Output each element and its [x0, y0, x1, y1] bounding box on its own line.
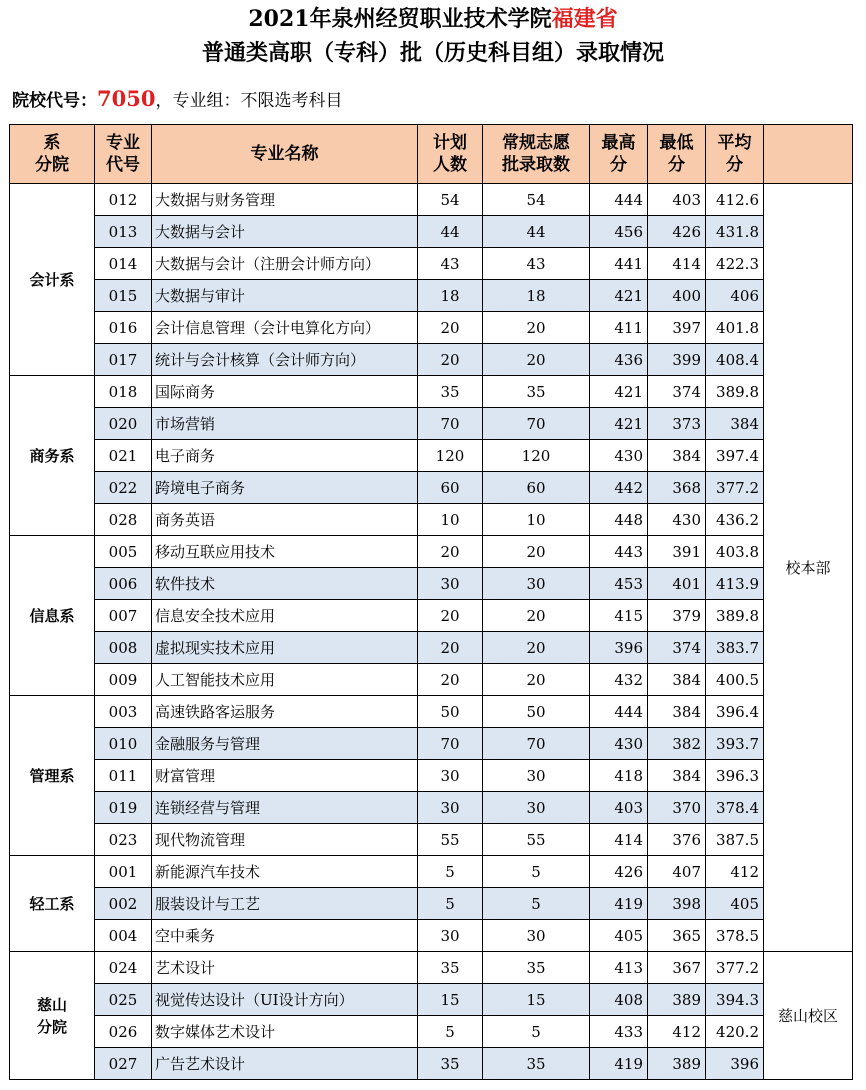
avg-score-cell: 401.8 — [706, 312, 764, 344]
major-code-cell: 019 — [95, 792, 152, 824]
major-name-cell: 会计信息管理（会计电算化方向） — [152, 312, 418, 344]
major-code-cell: 002 — [95, 888, 152, 920]
min-score-cell: 389 — [648, 1048, 706, 1080]
admit-count-cell: 18 — [483, 280, 590, 312]
table-row — [10, 760, 853, 792]
major-code-cell: 011 — [95, 760, 152, 792]
avg-score-cell: 377.2 — [706, 952, 764, 984]
min-score-cell: 379 — [648, 600, 706, 632]
header-max: 最高 分 — [590, 125, 648, 184]
major-name-cell: 现代物流管理 — [152, 824, 418, 856]
major-code-cell: 025 — [95, 984, 152, 1016]
max-score-cell: 442 — [590, 472, 648, 504]
admit-count-cell: 30 — [483, 760, 590, 792]
admit-count-cell: 44 — [483, 216, 590, 248]
table-row — [10, 1048, 853, 1080]
header-min: 最低 分 — [648, 125, 706, 184]
plan-count-cell: 5 — [418, 856, 483, 888]
max-score-cell: 421 — [590, 376, 648, 408]
avg-score-cell: 436.2 — [706, 504, 764, 536]
table-row — [10, 376, 853, 408]
admit-count-cell: 15 — [483, 984, 590, 1016]
major-code-cell: 005 — [95, 536, 152, 568]
major-code-cell: 021 — [95, 440, 152, 472]
min-score-cell: 370 — [648, 792, 706, 824]
max-score-cell: 426 — [590, 856, 648, 888]
plan-count-cell: 20 — [418, 600, 483, 632]
major-code-cell: 014 — [95, 248, 152, 280]
min-score-cell: 368 — [648, 472, 706, 504]
admit-count-cell: 20 — [483, 344, 590, 376]
major-name-cell: 市场营销 — [152, 408, 418, 440]
admit-count-cell: 20 — [483, 632, 590, 664]
min-score-cell: 414 — [648, 248, 706, 280]
table-row — [10, 568, 853, 600]
plan-count-cell: 30 — [418, 792, 483, 824]
major-name-cell: 人工智能技术应用 — [152, 664, 418, 696]
max-score-cell: 414 — [590, 824, 648, 856]
plan-count-cell: 15 — [418, 984, 483, 1016]
min-score-cell: 374 — [648, 376, 706, 408]
max-score-cell: 456 — [590, 216, 648, 248]
major-name-cell: 高速铁路客运服务 — [152, 696, 418, 728]
max-score-cell: 421 — [590, 280, 648, 312]
table-row — [10, 984, 853, 1016]
plan-count-cell: 30 — [418, 760, 483, 792]
major-code-cell: 003 — [95, 696, 152, 728]
major-code-cell: 001 — [95, 856, 152, 888]
admit-count-cell: 5 — [483, 856, 590, 888]
school-code-label: 院校代号： — [12, 91, 97, 111]
plan-count-cell: 5 — [418, 1016, 483, 1048]
title-province: 福建省 — [551, 6, 618, 32]
avg-score-cell: 408.4 — [706, 344, 764, 376]
major-code-cell: 013 — [95, 216, 152, 248]
major-code-cell: 006 — [95, 568, 152, 600]
avg-score-cell: 396.4 — [706, 696, 764, 728]
table-row — [10, 248, 853, 280]
major-name-cell: 商务英语 — [152, 504, 418, 536]
header-campus — [764, 125, 853, 184]
major-code-cell: 018 — [95, 376, 152, 408]
plan-count-cell: 18 — [418, 280, 483, 312]
dept-cell: 商务系 — [10, 376, 95, 536]
max-score-cell: 443 — [590, 536, 648, 568]
major-name-cell: 国际商务 — [152, 376, 418, 408]
header-name: 专业名称 — [152, 125, 418, 184]
major-name-cell: 大数据与会计（注册会计师方向） — [152, 248, 418, 280]
major-name-cell: 视觉传达设计（UI设计方向） — [152, 984, 418, 1016]
admit-count-cell: 20 — [483, 536, 590, 568]
admit-count-cell: 70 — [483, 408, 590, 440]
major-name-cell: 软件技术 — [152, 568, 418, 600]
header-plan: 计划 人数 — [418, 125, 483, 184]
avg-score-cell: 384 — [706, 408, 764, 440]
page-title-line1 — [0, 4, 866, 34]
major-code-cell: 012 — [95, 184, 152, 216]
admit-count-cell: 35 — [483, 376, 590, 408]
major-code-cell: 027 — [95, 1048, 152, 1080]
table-row — [10, 632, 853, 664]
min-score-cell: 398 — [648, 888, 706, 920]
plan-count-cell: 35 — [418, 376, 483, 408]
major-code-cell: 017 — [95, 344, 152, 376]
table-row — [10, 888, 853, 920]
max-score-cell: 418 — [590, 760, 648, 792]
min-score-cell: 365 — [648, 920, 706, 952]
dept-cell: 信息系 — [10, 536, 95, 696]
major-name-cell: 信息安全技术应用 — [152, 600, 418, 632]
avg-score-cell: 389.8 — [706, 600, 764, 632]
min-score-cell: 384 — [648, 664, 706, 696]
table-row — [10, 440, 853, 472]
major-name-cell: 移动互联应用技术 — [152, 536, 418, 568]
avg-score-cell: 431.8 — [706, 216, 764, 248]
table-row — [10, 920, 853, 952]
plan-count-cell: 60 — [418, 472, 483, 504]
major-name-cell: 跨境电子商务 — [152, 472, 418, 504]
table-row — [10, 792, 853, 824]
plan-count-cell: 30 — [418, 568, 483, 600]
admit-count-cell: 35 — [483, 1048, 590, 1080]
max-score-cell: 448 — [590, 504, 648, 536]
table-row — [10, 504, 853, 536]
table-header-row — [10, 125, 853, 184]
group-text: ，专业组：不限选考科目 — [155, 91, 343, 111]
major-name-cell: 连锁经营与管理 — [152, 792, 418, 824]
major-name-cell: 虚拟现实技术应用 — [152, 632, 418, 664]
max-score-cell: 403 — [590, 792, 648, 824]
avg-score-cell: 412.6 — [706, 184, 764, 216]
avg-score-cell: 377.2 — [706, 472, 764, 504]
major-code-cell: 028 — [95, 504, 152, 536]
max-score-cell: 405 — [590, 920, 648, 952]
admit-count-cell: 20 — [483, 600, 590, 632]
max-score-cell: 411 — [590, 312, 648, 344]
header-code: 专业 代号 — [95, 125, 152, 184]
plan-count-cell: 50 — [418, 696, 483, 728]
min-score-cell: 374 — [648, 632, 706, 664]
min-score-cell: 384 — [648, 440, 706, 472]
dept-cell: 慈山 分院 — [10, 952, 95, 1080]
min-score-cell: 407 — [648, 856, 706, 888]
admit-count-cell: 55 — [483, 824, 590, 856]
major-name-cell: 数字媒体艺术设计 — [152, 1016, 418, 1048]
table-row — [10, 952, 853, 984]
table-row — [10, 1016, 853, 1048]
header-avg: 平均 分 — [706, 125, 764, 184]
major-code-cell: 016 — [95, 312, 152, 344]
plan-count-cell: 10 — [418, 504, 483, 536]
major-code-cell: 010 — [95, 728, 152, 760]
avg-score-cell: 394.3 — [706, 984, 764, 1016]
avg-score-cell: 420.2 — [706, 1016, 764, 1048]
admit-count-cell: 43 — [483, 248, 590, 280]
max-score-cell: 430 — [590, 440, 648, 472]
avg-score-cell: 405 — [706, 888, 764, 920]
admit-count-cell: 54 — [483, 184, 590, 216]
min-score-cell: 430 — [648, 504, 706, 536]
major-name-cell: 电子商务 — [152, 440, 418, 472]
max-score-cell: 430 — [590, 728, 648, 760]
table-row — [10, 280, 853, 312]
admit-count-cell: 60 — [483, 472, 590, 504]
major-name-cell: 广告艺术设计 — [152, 1048, 418, 1080]
admit-count-cell: 20 — [483, 312, 590, 344]
max-score-cell: 419 — [590, 888, 648, 920]
admit-count-cell: 120 — [483, 440, 590, 472]
major-code-cell: 008 — [95, 632, 152, 664]
admit-count-cell: 30 — [483, 568, 590, 600]
avg-score-cell: 400.5 — [706, 664, 764, 696]
table-row — [10, 312, 853, 344]
table-row — [10, 664, 853, 696]
page-title-line2: 普通类高职（专科）批（历史科目组）录取情况 — [201, 40, 664, 66]
max-score-cell: 396 — [590, 632, 648, 664]
plan-count-cell: 55 — [418, 824, 483, 856]
campus-cell: 校本部 — [764, 184, 853, 952]
avg-score-cell: 403.8 — [706, 536, 764, 568]
admit-count-cell: 5 — [483, 888, 590, 920]
school-code-line — [12, 86, 342, 114]
plan-count-cell: 70 — [418, 408, 483, 440]
plan-count-cell: 30 — [418, 920, 483, 952]
major-code-cell: 026 — [95, 1016, 152, 1048]
min-score-cell: 400 — [648, 280, 706, 312]
major-code-cell: 023 — [95, 824, 152, 856]
table-row — [10, 472, 853, 504]
admit-count-cell: 30 — [483, 792, 590, 824]
admission-table — [9, 124, 853, 1080]
dept-cell: 会计系 — [10, 184, 95, 376]
title-school: 2021年泉州经贸职业技术学院 — [248, 6, 552, 32]
avg-score-cell: 396 — [706, 1048, 764, 1080]
major-name-cell: 艺术设计 — [152, 952, 418, 984]
major-code-cell: 020 — [95, 408, 152, 440]
plan-count-cell: 44 — [418, 216, 483, 248]
major-name-cell: 空中乘务 — [152, 920, 418, 952]
major-code-cell: 009 — [95, 664, 152, 696]
header-admit: 常规志愿 批录取数 — [483, 125, 590, 184]
plan-count-cell: 20 — [418, 312, 483, 344]
max-score-cell: 453 — [590, 568, 648, 600]
plan-count-cell: 120 — [418, 440, 483, 472]
table-row — [10, 728, 853, 760]
table-row — [10, 216, 853, 248]
table-row — [10, 536, 853, 568]
major-name-cell: 大数据与会计 — [152, 216, 418, 248]
min-score-cell: 367 — [648, 952, 706, 984]
min-score-cell: 399 — [648, 344, 706, 376]
min-score-cell: 403 — [648, 184, 706, 216]
avg-score-cell: 412 — [706, 856, 764, 888]
plan-count-cell: 35 — [418, 1048, 483, 1080]
major-name-cell: 大数据与财务管理 — [152, 184, 418, 216]
avg-score-cell: 389.8 — [706, 376, 764, 408]
major-code-cell: 004 — [95, 920, 152, 952]
major-code-cell: 022 — [95, 472, 152, 504]
max-score-cell: 444 — [590, 696, 648, 728]
max-score-cell: 419 — [590, 1048, 648, 1080]
table-row — [10, 184, 853, 216]
admit-count-cell: 5 — [483, 1016, 590, 1048]
table-row — [10, 600, 853, 632]
table-row — [10, 824, 853, 856]
avg-score-cell: 383.7 — [706, 632, 764, 664]
max-score-cell: 413 — [590, 952, 648, 984]
major-code-cell: 007 — [95, 600, 152, 632]
table-body — [10, 184, 853, 1080]
avg-score-cell: 378.5 — [706, 920, 764, 952]
header-dept: 系 分院 — [10, 125, 95, 184]
campus-cell: 慈山校区 — [764, 952, 853, 1080]
min-score-cell: 384 — [648, 760, 706, 792]
plan-count-cell: 43 — [418, 248, 483, 280]
major-name-cell: 服装设计与工艺 — [152, 888, 418, 920]
avg-score-cell: 413.9 — [706, 568, 764, 600]
table-row — [10, 408, 853, 440]
admit-count-cell: 50 — [483, 696, 590, 728]
major-name-cell: 财富管理 — [152, 760, 418, 792]
dept-cell: 轻工系 — [10, 856, 95, 952]
plan-count-cell: 20 — [418, 664, 483, 696]
avg-score-cell: 422.3 — [706, 248, 764, 280]
max-score-cell: 433 — [590, 1016, 648, 1048]
avg-score-cell: 378.4 — [706, 792, 764, 824]
min-score-cell: 397 — [648, 312, 706, 344]
avg-score-cell: 396.3 — [706, 760, 764, 792]
dept-cell: 管理系 — [10, 696, 95, 856]
plan-count-cell: 35 — [418, 952, 483, 984]
max-score-cell: 441 — [590, 248, 648, 280]
min-score-cell: 384 — [648, 696, 706, 728]
major-name-cell: 新能源汽车技术 — [152, 856, 418, 888]
min-score-cell: 426 — [648, 216, 706, 248]
school-code: 7050 — [97, 86, 156, 111]
admit-count-cell: 35 — [483, 952, 590, 984]
plan-count-cell: 5 — [418, 888, 483, 920]
admit-count-cell: 10 — [483, 504, 590, 536]
min-score-cell: 401 — [648, 568, 706, 600]
min-score-cell: 391 — [648, 536, 706, 568]
plan-count-cell: 20 — [418, 536, 483, 568]
table-row — [10, 856, 853, 888]
plan-count-cell: 20 — [418, 344, 483, 376]
max-score-cell: 436 — [590, 344, 648, 376]
avg-score-cell: 393.7 — [706, 728, 764, 760]
max-score-cell: 432 — [590, 664, 648, 696]
major-name-cell: 金融服务与管理 — [152, 728, 418, 760]
avg-score-cell: 397.4 — [706, 440, 764, 472]
min-score-cell: 389 — [648, 984, 706, 1016]
avg-score-cell: 406 — [706, 280, 764, 312]
max-score-cell: 415 — [590, 600, 648, 632]
plan-count-cell: 70 — [418, 728, 483, 760]
admit-count-cell: 30 — [483, 920, 590, 952]
min-score-cell: 376 — [648, 824, 706, 856]
min-score-cell: 373 — [648, 408, 706, 440]
major-name-cell: 统计与会计核算（会计师方向） — [152, 344, 418, 376]
min-score-cell: 412 — [648, 1016, 706, 1048]
max-score-cell: 408 — [590, 984, 648, 1016]
max-score-cell: 444 — [590, 184, 648, 216]
table-row — [10, 344, 853, 376]
major-code-cell: 024 — [95, 952, 152, 984]
min-score-cell: 382 — [648, 728, 706, 760]
major-name-cell: 大数据与审计 — [152, 280, 418, 312]
admit-count-cell: 70 — [483, 728, 590, 760]
major-code-cell: 015 — [95, 280, 152, 312]
max-score-cell: 421 — [590, 408, 648, 440]
avg-score-cell: 387.5 — [706, 824, 764, 856]
plan-count-cell: 54 — [418, 184, 483, 216]
table-row — [10, 696, 853, 728]
plan-count-cell: 20 — [418, 632, 483, 664]
admit-count-cell: 20 — [483, 664, 590, 696]
